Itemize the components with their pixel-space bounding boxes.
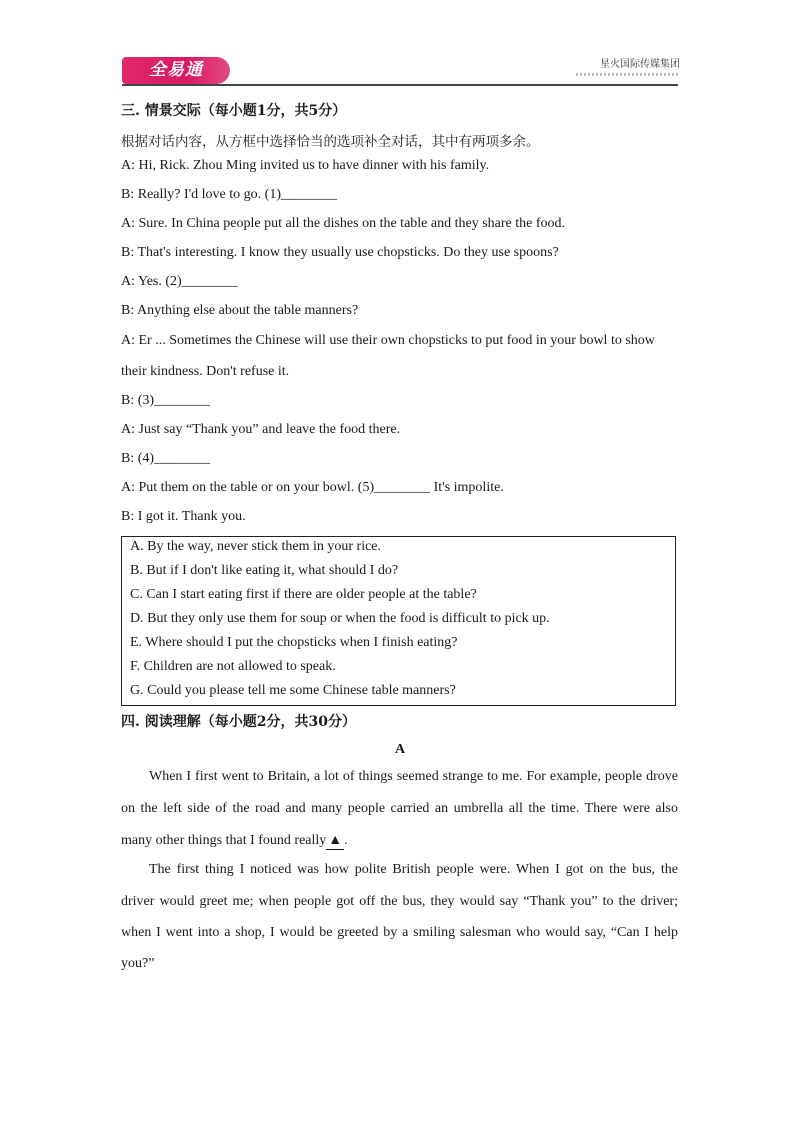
dialogue-line: B: (4)________ [121, 451, 211, 466]
dialogue-line: B: That's interesting. I know they usually use chopsticks. Do they use spoons? [121, 245, 559, 260]
passage-line: when I went into a shop, I would be greeted by a smiling salesman who would say, “Can I help [121, 925, 678, 940]
passage-label: A [394, 742, 406, 757]
section-3-instruction: 根据对话内容，从方框中选择恰当的选项补全对话，其中有两项多余。 [121, 134, 540, 150]
passage-line: on the left side of the road and many people carried an umbrella all the time. There were also [121, 801, 678, 816]
dialogue-line: B: Anything else about the table manners? [121, 303, 359, 318]
brand-subtitle-decoration [576, 73, 680, 76]
dialogue-line: A: Put them on the table or on your bowl. (5)________ It's impolite. [121, 480, 504, 495]
passage-line: When I first went to Britain, a lot of things seemed strange to me. For example, people drove [149, 769, 678, 784]
passage-line: you?” [121, 956, 155, 971]
dialogue-line: A: Yes. (2)________ [121, 274, 238, 289]
passage-line [121, 833, 678, 850]
page-header [0, 0, 800, 95]
section-4-title: 四. 阅读理解（每小题2分，共30分） [121, 714, 356, 730]
logo: 全易通 [122, 57, 230, 84]
passage-text: many other things that I found really [121, 833, 327, 848]
section-3-title: 三. 情景交际（每小题1分，共5分） [121, 103, 347, 119]
passage-line: The first thing I noticed was how polite British people were. When I got on the bus, the [149, 862, 678, 877]
dialogue-line: B: (3)________ [121, 393, 211, 408]
brand-name: 星火国际传媒集团 [600, 59, 680, 70]
brand-text [576, 59, 680, 76]
option-item: C. Can I start eating first if there are older people at the table? [130, 587, 477, 602]
dialogue-line: A: Hi, Rick. Zhou Ming invited us to have dinner with his family. [121, 158, 490, 173]
dialogue-line: their kindness. Don't refuse it. [121, 364, 290, 379]
dialogue-line: B: I got it. Thank you. [121, 509, 246, 524]
passage-line: driver would greet me; when people got off the bus, they would say “Thank you” to the driver; [121, 894, 678, 909]
option-item: E. Where should I put the chopsticks when I finish eating? [130, 635, 458, 650]
option-item: B. But if I don't like eating it, what should I do? [130, 563, 399, 578]
answer-blank: ▲ [328, 833, 343, 848]
dialogue-line: A: Sure. In China people put all the dishes on the table and they share the food. [121, 216, 566, 231]
option-item: F. Children are not allowed to speak. [130, 659, 336, 674]
passage-text: . [344, 833, 348, 848]
dialogue-line: A: Just say “Thank you” and leave the food there. [121, 422, 401, 437]
option-item: D. But they only use them for soup or when the food is difficult to pick up. [130, 611, 550, 626]
option-item: A. By the way, never stick them in your rice. [130, 539, 382, 554]
dialogue-line: B: Really? I'd love to go. (1)________ [121, 187, 337, 202]
dialogue-line: A: Er ... Sometimes the Chinese will use their own chopsticks to put food in your bowl to show [121, 333, 655, 348]
option-item: G. Could you please tell me some Chinese table manners? [130, 683, 456, 698]
options-box [121, 536, 676, 706]
header-divider [122, 84, 678, 86]
